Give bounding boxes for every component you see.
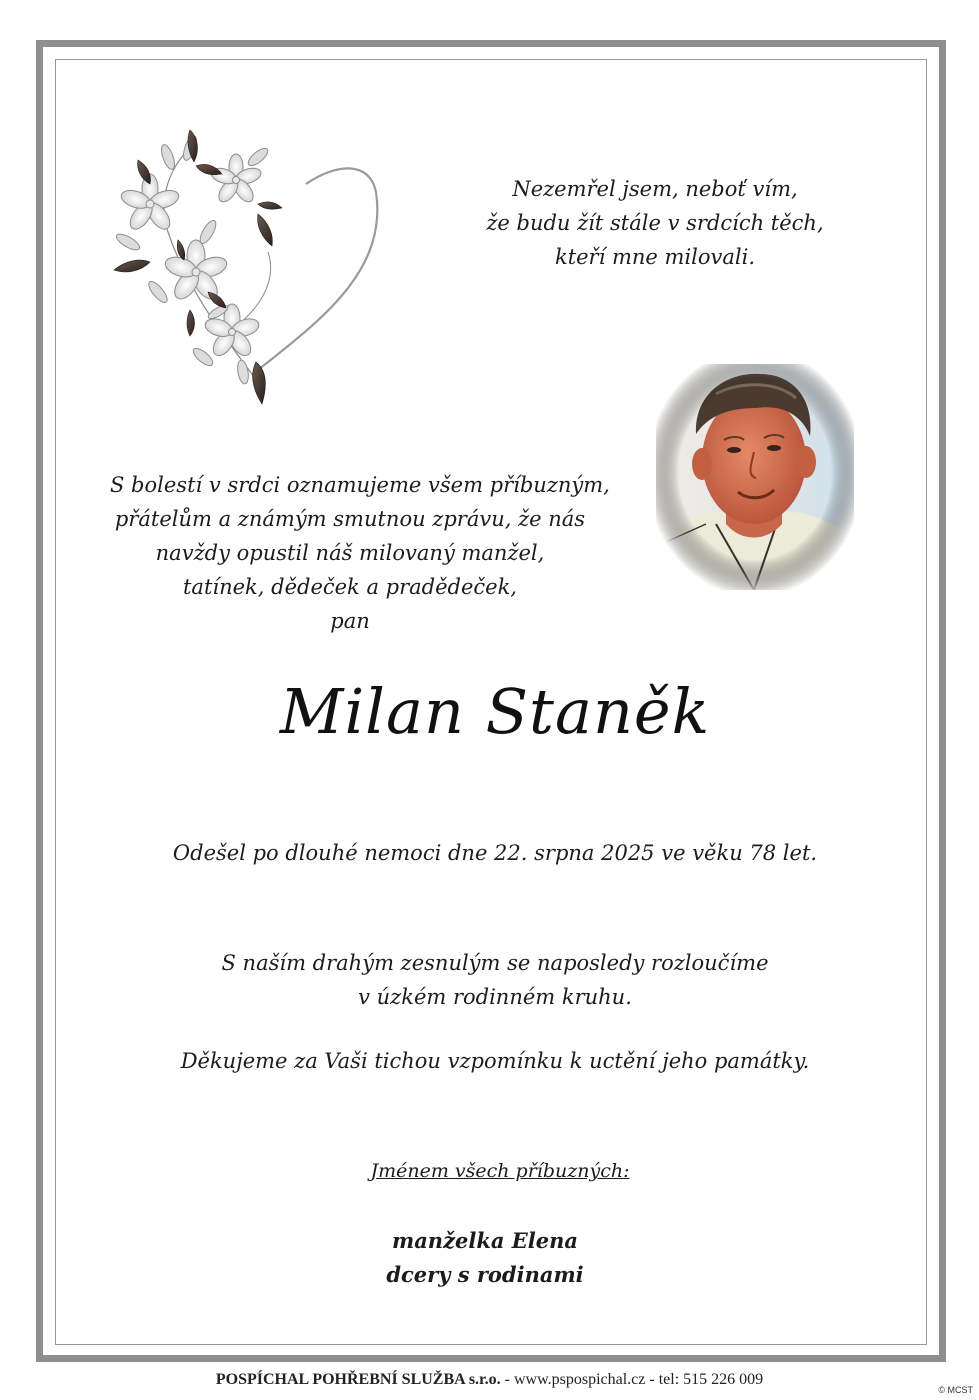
death-notice: Odešel po dlouhé nemoci dne 22. srpna 2025 ve věku 78 let. xyxy=(172,841,818,865)
portrait-photo xyxy=(656,364,854,590)
copyright-mark: © MCST xyxy=(938,1385,973,1395)
announcement-line: S bolestí v srdci oznamujeme všem příbuzným, xyxy=(110,473,610,497)
floral-heart-ornament xyxy=(108,122,388,412)
relatives-list xyxy=(300,1224,670,1292)
announcement-line: přátelům a známým smutnou zprávu, že nás xyxy=(114,507,586,531)
announcement-text xyxy=(110,468,610,638)
relative-entry: dcery s rodinami xyxy=(386,1262,584,1287)
farewell-text xyxy=(150,946,840,1014)
motto-line: Nezemřel jsem, neboť vím, xyxy=(512,177,798,201)
announcement-line: pan xyxy=(330,609,370,633)
relatives-heading xyxy=(300,1156,700,1186)
motto-line: že budu žít stále v srdcích těch, xyxy=(486,211,824,235)
deceased-name: Milan Staněk xyxy=(279,675,711,748)
farewell-line: v úzkém rodinném kruhu. xyxy=(358,985,632,1009)
announcement-line: navždy opustil náš milovaný manžel, xyxy=(155,541,545,565)
relative-entry: manželka Elena xyxy=(391,1228,579,1253)
motto-verse xyxy=(470,172,840,274)
company-name: POSPÍCHAL POHŘEBNÍ SLUŽBA xyxy=(215,1371,465,1388)
motto-line: kteří mne milovali. xyxy=(554,245,756,269)
thanks-text: Děkujeme za Vaši tichou vzpomínku k uctění jeho památky. xyxy=(180,1049,810,1073)
company-contact: - www.pspospichal.cz - tel: 515 226 009 xyxy=(500,1371,764,1388)
company-suffix: s.r.o. xyxy=(464,1371,501,1388)
funeral-service-footer xyxy=(0,1371,979,1389)
farewell-line: S naším drahým zesnulým se naposledy rozloučíme xyxy=(221,951,769,975)
announcement-line: tatínek, dědeček a pradědeček, xyxy=(182,575,517,599)
relatives-heading-text: Jménem všech příbuzných: xyxy=(370,1160,630,1182)
